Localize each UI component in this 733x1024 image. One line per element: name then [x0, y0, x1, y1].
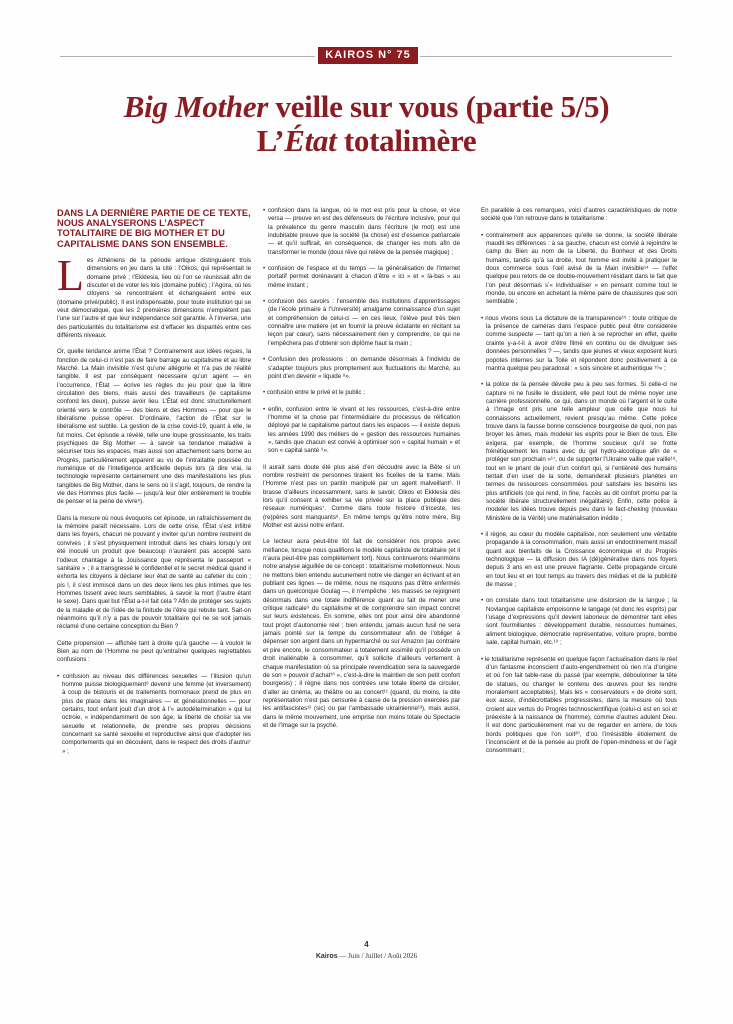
paragraph-3: Dans la mesure où nous évoquons cet épisode, un rafraîchissement de la mémoire paraît nécessaire. Lors de cette crise, l’État s’est infiltré dans les foyers, chacun ne pouvant y inviter qu’un nombre restreint de convives ; il s’est physiquement introduit dans les chairs lorsqu’y ont été inoculé un produit que beaucoup n’auraient pas accepté sans l’odieux chantage à la Jouissance que représenta le passeport « sanitaire » ; il a transgressé le confidentiel et le secret médical quand il exhorta les citoyens à déclarer leur état de santé au cafetier du coin ; pis !, il s’est immiscé dans un des deux liens les plus intimes que les Hommes tissent avec leurs semblables, à savoir la mort (l’autre étant le sexe). Dans quel but l’État a-t-il fait cela ? Afin de protéger ses sujets de la maladie et de l’idée de la finitude de l’être qui rebute tant. Sait-on néanmoins qu’il n’y a pas de pouvoir totalitaire qui ne se soit jamais réclamé d’une certaine conception du Bien ? [57, 514, 251, 631]
bullet-item: • confusion de l’espace et du temps — la généralisation de l’Internet portatif permet dorénavant à chacun d’être « ici » et « là-bas » au même instant ; [263, 265, 460, 289]
divider-right [420, 56, 672, 57]
issue-date: — Juin / Juillet / Août 2026 [337, 952, 418, 960]
bullet-item: • enfin, confusion entre le vivant et les ressources, c’est-à-dire entre l’homme et la chose par l’intermédiaire du processus de réification déployé par le capitalisme partout dans les espaces — il existe depuis les années 1990 des métiers de « gestion des ressources humaines », tandis que chacun est convié à optimiser son « capital humain » et son « capital santé ⁹». [263, 405, 460, 455]
column-3 [481, 207, 677, 764]
page-number: 4 [364, 940, 369, 949]
paragraph-1-text: es Athéniens de la période antique distinguaient trois dimensions en jeu dans la cité : l’Oikos, qui représentait le domaine privé ; l’Ekklesia, lieu où l’on se réunissait afin de discuter et de voter les lois (domaine public) ; l’Agora, où les citoyens se rencontraient et échangeaient entre eux (domaine privé/public). Il est indispensable, pour toute institution qui se veut démocratique, que les 2 premières dimensions n’empiètent pas l’une sur l’autre et que leur indépendance soit garantie. À l’inverse, une des particularités du totalitarisme est d’effacer les disparités entre ces différents niveaux. [57, 256, 251, 339]
publication-name: Kairos [315, 953, 338, 960]
drop-cap: L [57, 250, 84, 300]
column-1 [57, 208, 251, 764]
footer-source [0, 952, 733, 960]
bullet-item: • contrairement aux apparences qu’elle se donne, la société libérale maudit les différences : à sa gauche, chacun est convié à rejoindre le camp du Bien au nom de la Liberté, du Bonheur et des Droits humains, tandis qu’à sa droite, tout homme est invité à pratiquer le doux commerce sous l’œil avisé de la Main invisible¹⁴ — l’effet quelque peu retors de ce double-mouvement résidant dans le fait que l’on peut désormais s’« individualiser » en pensant comme tout le monde, ou encore en achetant la même paire de chaussures que son semblable ; [481, 231, 677, 306]
paragraph-6: Le lecteur aura peut-être tôt fait de considérer nos propos avec méfiance, lorsque nous qualifions le modèle capitaliste de totalitaire (et il n’aura peut-être pas complètement tort). Nous continuerons néanmoins notre analyse aiguillée de ce concept : totalitarisme mollettonneux. Nous ne mettons bien entendu aucunement notre vie danger en écrivant et en publiant ces lignes — de même, nous ne risquons pas d’être enfermés dans un quelconque Goulag —, il n’empêche : les masses se rejoignent désormais dans une totale indifférence quant au fait de mener une critique radicale⁹ du capitalisme et de comprendre son impact concret sur leurs existences. En somme, elles ont pour ainsi dire abandonné tout projet d’autonomie réel ; bien entendu, jamais aucun fusil ne sera jamais pointé sur la tempe du consommateur afin de l’obliger à dépenser son argent dans un hypermarché ou sur Amazon (au contraire et pire encore, le consommateur a totalement assimilé qu’il possède un droit inaliénable à consommer, qu’il sollicite d’ailleurs vertement à chaque manifestation où sa principale revendication sera la sauvegarde de son « pouvoir d’achat¹⁰ », c’est-à-dire le maintien de son petit confort bourgeois) ; il règne dans nos contrées une totale liberté de circuler, d’aller au cinéma, au théâtre ou au concert¹¹ (quand, du moins, la dite représentation n’est pas censurée à cause de la pression exercées par les antifascistes¹² (sic) ou par l’ambassade ukrainienne¹³), mais aussi, dans le même mouvement, une emprise non moins totale du Spectacle et de l’Image sur la psyché. [263, 538, 460, 729]
paragraph-4: Cette propension — affichée tant à droite qu’à gauche — à vouloir le Bien au nom de l’Homme ne peut qu’entraîner quelques regrettables confusions : [57, 639, 251, 664]
title-em-2: État [284, 123, 337, 158]
page-footer [0, 940, 733, 960]
issue-tag: KAIROS N° 75 [318, 47, 418, 64]
title-b-2: totalimère [336, 123, 477, 158]
bullet-item: • on constate dans tout totalitarisme une distorsion de la langue ; la Novlangue capitaliste empoisonne le langage (et donc les esprits) par l’usage d’expressions qu’il devient laborieux de démontrer tant elles sont fourmillantes : développement durable, ressources humaines, aliment biologique, démocratie représentative, voiture propre, bombe sale, capital humain, etc.¹⁹ ; [481, 597, 677, 647]
bullet-item: • confusion entre le privé et le public ; [263, 389, 365, 397]
divider-left [60, 56, 315, 57]
column-2 [263, 207, 460, 738]
paragraph-5: Il aurait sans doute été plus aisé d’en découdre avec la Bête si un nombre restreint de personnes tiraient les ficelles de la trame. Mais l’Homme n’est pas un pantin manipulé par un agent malveillant⁶. Il brasse d’ailleurs incessamment, sans le savoir, Oikos et Ekklesia dès lors qu’il consent à exhiber sa vie privée sur la place publique des réseaux numériques⁷. Comme dans toute histoire d’inceste, les (re)pères sont manquants⁸. En même temps qu’être notre mère, Big Mother est aussi notre enfant. [263, 463, 460, 529]
title-line-2 [0, 124, 733, 158]
paragraph-7: En parallèle à ces remarques, voici d’autres caractéristiques de notre société que l’on retrouve dans le totalitarisme : [481, 207, 677, 223]
title-line-1 [0, 90, 733, 124]
masthead-banner [0, 46, 733, 66]
paragraph-1 [57, 250, 251, 340]
article-title [0, 90, 733, 158]
title-em-1: Big Mother [123, 89, 269, 124]
lead-paragraph: DANS LA DERNIÈRE PARTIE DE CE TEXTE, NOUS ANALYSERONS L’ASPECT TOTALITAIRE DE BIG MOTHER ET DU CAPITALISME DANS SON ENSEMBLE. [57, 208, 251, 249]
bullet-item: • confusion dans la langue, où le mot est pris pour la chose, et vice versa — preuve en est des défenseurs de l’écriture inclusive, pour qui la prévalence du genre masculin dans l’écriture (le mot) est une indubitable preuve que la société (la chose) est d’essence patriarcale — et qu’il suffirait, en conséquence, de changer les mots afin de transformer le monde (doux rêve qui relève de la pensée magique) ; [263, 207, 460, 256]
bullet-item: • la police de la pensée dévoile peu à peu ses formes. Si celle-ci ne capture ni ne fusille le dissident, elle peut tout de même noyer une carrière professionnelle, ce qui, dans un monde où l’argent et le culte à l’Image ont pris une telle ampleur que celle que nous lui connaissons actuellement, revient presqu’au même. Cette police trouve dans la fausse bonne conscience bourgeoise de quoi, non pas broyer les âmes, mais modeler les esprits pour le Bien de tous. Elle exigera, par exemple, de l’homme soucieux qu’il se frotte frénétiquement les mains avec du gel hydro-alcoolique afin de « protéger son prochain »¹⁷, ou de supporter l’Ukraine vaille que vaille¹⁸, tout en le priant de jouir d’un confort qui, si l’entièreté des humains tentait d’en user de la sorte, demanderait plusieurs planètes en termes de ressources consommées pour satisfaire les besoins les plus artificiels (ce qui rend, in fine, l’accès au dit confort promu par la société libérale structurellement inégalitaire). Enfin, cette police à modeler les idées trouve depuis peu dans le fact-cheking (nouveau Ministère de la Vérité) une matérialisation inédite ; [481, 381, 677, 522]
title-a-2: L’ [256, 123, 285, 158]
title-rest-1: veille sur vous (partie 5/5) [268, 89, 610, 124]
bullet-item: • Confusion des professions : on demande désormais à l’individu de s’adapter toujours plus promptement aux fluctuations du Marché, au point d’en devenir « liquide ⁸». [263, 356, 460, 380]
bullet-item: • il règne, au cœur du modèle capitaliste, non seulement une véritable propagande à la consommation, mais aussi un endoctrinement massif quant aux bienfaits de la Croissance économique et du Progrès technologique — la diffusion des IA (dé)générative dans nos foyers depuis 3 ans en est une preuve flagrante. Cette propagande circule en tout lieu et en tout temps au travers des médias et de la publicité de masse ; [481, 531, 677, 589]
paragraph-2: Or, quelle tendance anime l’État ? Contrairement aux idées reçues, la fonction de celui-ci n’est pas de faire barrage au capitalisme et au libre Marché. La Main invisible n’est qu’une allégorie et n’a pas de réalité tangible. Il est par conséquent nécessaire qu’un agent — en l’occurrence, l’État — écrive les règles du jeu pour que la libre circulation des biens, mais aussi des travailleurs (le capitalisme confond les deux), puisse avoir lieu. L’État est donc structurellement orienté vers le contrôle — des biens et des Hommes — pour que le libéralisme puisse opérer. D’ordinaire, l’action de l’État sur le libéralisme est subtile. La gestion de la crise covid-19, quant à elle, le fut moins. Cet épisode a révélé, telle une loupe grossissante, les traits psychiques de Big Mother — à savoir sa tendance maladive à sécuriser tous les espaces, mais aussi son attachement sans borne au Progrès, particulièrement apparent au vu de l’intraitable poussée du numérique et de l’intelligence artificielle depuis lors (à dire vrai, la technologie représente certainement une des manifestations les plus tangibles de Big Mother, dans le sens où il s’agit, toujours, de rendre la vie des Hommes plus facile — jusqu’à leur ôter entièrement le trouble de penser et la peine de vivre⁵). [57, 348, 251, 506]
bullet-item: • confusion des savoirs : l’ensemble des institutions d’apprentissages (de l’école primaire à l’Université) amalgame connaissance d’un sujet et compréhension de celui-ci — en ces lieux, l’élève peut très bien connaître une matière (et en fournir la preuve éclatante en récitant sa leçon par cœur), sans nécessairement rien y comprendre, ce qui ne l’empêchera pas d’obtenir son diplôme haut la main ; [263, 298, 460, 347]
bullet-item: • le totalitarisme représente en quelque façon l’actualisation dans le réel d’un fantasme inconscient d’auto-engendrement où rien n’a d’origine et où l’on fait table-rase du passé (par exemple, déboulonner la tête de statues, ou changer le contenu des œuvres pour les rendre moralement acceptables). Mais les « conservateurs » de droite sont, eux aussi, d’indécrottables progressistes, dans la mesure où tous croient aux vertus du Progrès technoscientifique (celui-ci est en soi et préexiste à la naissance de l’homme), comme d’autres adulent Dieu. Il est donc particulièrement mal vu de regarder en arrière, de tous bords politiques que l’on soit²⁰, d’où l’irrésistible étiolement de l’inconscient et de la pensée au profit de l’open-mindness et de l’agir consommant ; [481, 655, 677, 755]
bullet-item: • confusion au niveau des différences sexuelles — l’illusion qu’un homme puisse biologiquement⁶ devenir une femme (et inversement) à coup de bistouris et de traitements hormonaux prend de plus en plus de place dans les imaginaires — et générationnelles — pour certains, tout enfant jouit d’un droit à l’« autodétermination » qui lui octroie, « indépendamment de son âge, la liberté de choisir sa vie sexuelle et relationnelle, de prendre ses propres décisions concernant sa santé sexuelle et reproductive ainsi que d’adopter les comportements qui en découlent, dans le respect des droits d’autrui⁷ » ; [57, 672, 251, 755]
bullet-item: • nous vivons sous La dictature de la transparence¹⁵ : toute critique de la présence de caméras dans l’espace public peut être considérée comme suspecte — tant qu’on a rien à se reprocher en effet, quelle crainte y-a-t-il à avoir d’être filmé en continu ou de divulguer ses données personnelles ? —, tandis que jeunes et vieux exposent leurs popotes internes sur la Toile et répondent donc positivement à ce mantra quelque peu paradoxal : « sois sincère et authentique ¹⁶» ; [481, 314, 677, 372]
